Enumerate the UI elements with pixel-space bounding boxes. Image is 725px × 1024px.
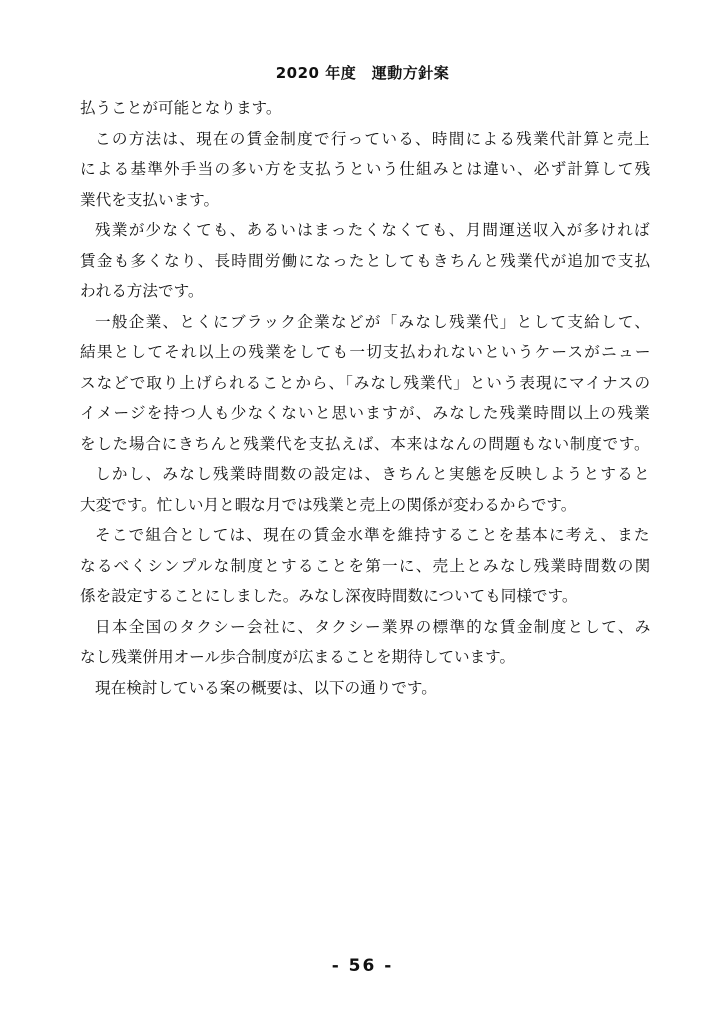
text-line: スなどで取り上げられることから、「みなし残業代」という表現にマイナスの [80,373,652,392]
text-line: そこで組合としては、現在の賃金水準を維持することを基本に考え、また [95,526,651,544]
text-line: 払うことが可能となります。 [80,99,282,117]
text-line: 大変です。忙しい月と暇な月では残業と売上の関係が変わるからです。 [80,495,577,514]
text-line: 日本全国のタクシー会社に、タクシー業界の標準的な賃金制度として、み [95,617,652,636]
text-line: をした場合にきちんと残業代を支払えば、本来はなんの問題もない制度です。 [80,434,651,453]
page-title: 2020 年度 運動方針案 [275,64,450,82]
text-line: イメージを持つ人も少なくないと思いますが、みなした残業時間以上の残業 [80,404,651,422]
text-line: 残業が少なくても、あるいはまったくなくても、月間運送収入が多ければ [95,221,651,239]
text-line: 現在検討している案の概要は、以下の通りです。 [95,678,437,697]
text-line: 業代を支払います。 [80,190,220,209]
text-line: しかし、みなし残業時間数の設定は、きちんと実態を反映しようとすると [95,465,651,483]
text-line: この方法は、現在の賃金制度で行っている、時間による残業代計算と売上 [95,129,651,148]
page-number: - 56 - [331,956,394,976]
text-line: なし残業併用オール歩合制度が広まることを期待しています。 [80,648,516,666]
text-line: による基準外手当の多い方を支払うという仕組みとは違い、必ず計算して残 [80,160,652,178]
body-text [80,93,650,703]
text-line: 賃金も多くなり、長時間労働になったとしてもきちんと残業代が追加で支払 [80,251,652,270]
text-line: 結果としてそれ以上の残業をしても一切支払われないというケースがニュー [80,343,652,361]
text-line: 係を設定することにしました。みなし深夜時間数についても同様です。 [80,587,578,605]
text-line: われる方法です。 [80,282,204,300]
text-line: なるべくシンプルな制度とすることを第一に、売上とみなし残業時間数の関 [80,556,652,575]
text-line: 一般企業、とくにブラック企業などが「みなし残業代」として支給して、 [95,312,652,331]
